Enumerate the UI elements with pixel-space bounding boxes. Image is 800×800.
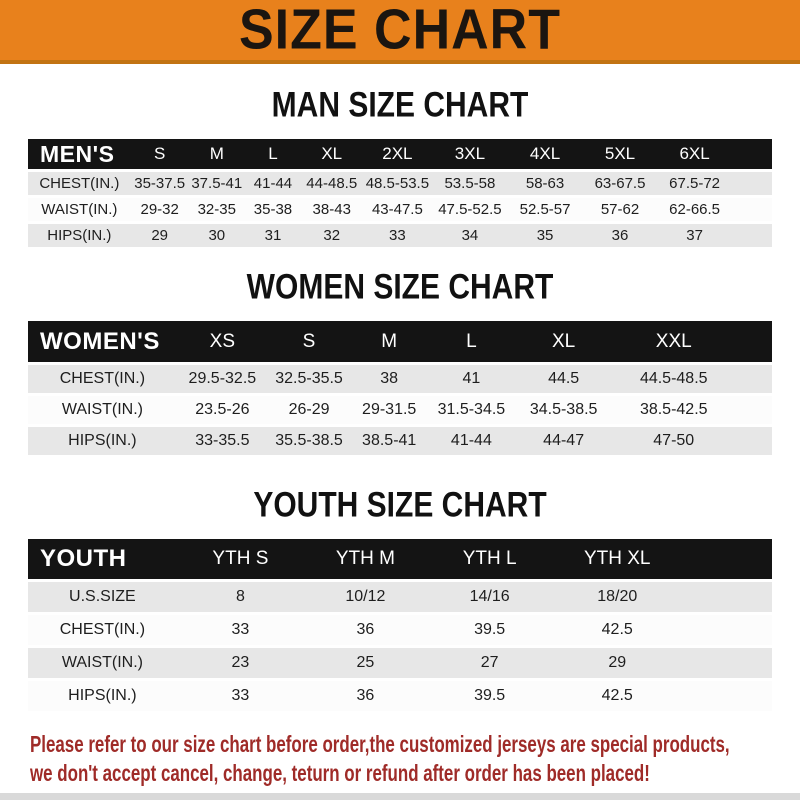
size-value-cell: 31 bbox=[245, 224, 301, 247]
disclaimer bbox=[30, 730, 800, 788]
size-value-cell: 67.5-72 bbox=[657, 172, 731, 195]
table-header-row bbox=[28, 321, 772, 362]
spacer-cell bbox=[735, 396, 772, 424]
spacer-cell bbox=[735, 427, 772, 455]
row-label-cell: HIPS(IN.) bbox=[28, 427, 177, 455]
row-label-cell: U.S.SIZE bbox=[28, 582, 177, 612]
size-value-cell: 37 bbox=[657, 224, 731, 247]
row-label-cell: WAIST(IN.) bbox=[28, 396, 177, 424]
size-value-cell: 32 bbox=[301, 224, 362, 247]
measurement-row bbox=[28, 396, 772, 424]
size-value-cell: 53.5-58 bbox=[432, 172, 507, 195]
size-value-cell: 44-48.5 bbox=[301, 172, 362, 195]
size-value-cell: 32.5-35.5 bbox=[268, 365, 350, 393]
size-column-header: XS bbox=[177, 321, 268, 362]
measurement-row bbox=[28, 582, 772, 612]
page-title: SIZE CHART bbox=[239, 0, 561, 62]
size-value-cell: 25 bbox=[304, 648, 427, 678]
size-value-cell: 42.5 bbox=[553, 681, 682, 711]
row-label-cell: CHEST(IN.) bbox=[28, 365, 177, 393]
spacer-cell bbox=[732, 172, 772, 195]
size-value-cell: 8 bbox=[177, 582, 304, 612]
size-value-cell: 47-50 bbox=[613, 427, 735, 455]
size-column-header: XL bbox=[515, 321, 613, 362]
size-column-header: XL bbox=[301, 139, 362, 169]
size-value-cell: 39.5 bbox=[427, 615, 553, 645]
size-value-cell: 44-47 bbox=[515, 427, 613, 455]
size-value-cell: 57-62 bbox=[583, 198, 658, 221]
youth-size-table bbox=[28, 536, 772, 714]
size-value-cell: 42.5 bbox=[553, 615, 682, 645]
size-column-header: 6XL bbox=[657, 139, 731, 169]
men-section-heading: MAN SIZE CHART bbox=[271, 85, 529, 125]
bottom-edge-strip bbox=[0, 793, 800, 800]
size-value-cell: 39.5 bbox=[427, 681, 553, 711]
size-value-cell: 26-29 bbox=[268, 396, 350, 424]
size-value-cell: 33 bbox=[362, 224, 432, 247]
size-value-cell: 35 bbox=[507, 224, 582, 247]
size-value-cell: 31.5-34.5 bbox=[428, 396, 514, 424]
row-label-cell: HIPS(IN.) bbox=[28, 681, 177, 711]
spacer-cell bbox=[682, 539, 772, 579]
size-value-cell: 38.5-41 bbox=[350, 427, 428, 455]
size-value-cell: 41-44 bbox=[245, 172, 301, 195]
size-value-cell: 29 bbox=[131, 224, 189, 247]
size-value-cell: 38-43 bbox=[301, 198, 362, 221]
size-value-cell: 38.5-42.5 bbox=[613, 396, 735, 424]
size-value-cell: 34.5-38.5 bbox=[515, 396, 613, 424]
size-value-cell: 44.5 bbox=[515, 365, 613, 393]
table-title-cell: MEN'S bbox=[28, 139, 131, 169]
women-size-table bbox=[28, 318, 772, 458]
size-value-cell: 33-35.5 bbox=[177, 427, 268, 455]
size-column-header: L bbox=[428, 321, 514, 362]
measurement-row bbox=[28, 172, 772, 195]
section-men bbox=[0, 85, 800, 250]
size-value-cell: 33 bbox=[177, 681, 304, 711]
measurement-row bbox=[28, 365, 772, 393]
spacer-cell bbox=[682, 615, 772, 645]
size-value-cell: 23 bbox=[177, 648, 304, 678]
size-column-header: M bbox=[350, 321, 428, 362]
spacer-cell bbox=[682, 648, 772, 678]
spacer-cell bbox=[732, 198, 772, 221]
disclaimer-line-2: we don't accept cancel, change, teturn or refund after order has been placed! bbox=[30, 760, 650, 786]
table-title-cell: WOMEN'S bbox=[28, 321, 177, 362]
banner bbox=[0, 0, 800, 64]
size-column-header: S bbox=[131, 139, 189, 169]
size-column-header: YTH XL bbox=[553, 539, 682, 579]
size-value-cell: 38 bbox=[350, 365, 428, 393]
size-column-header: 4XL bbox=[507, 139, 582, 169]
row-label-cell: CHEST(IN.) bbox=[28, 615, 177, 645]
size-value-cell: 37.5-41 bbox=[189, 172, 245, 195]
size-column-header: YTH S bbox=[177, 539, 304, 579]
table-header-row bbox=[28, 539, 772, 579]
size-value-cell: 35.5-38.5 bbox=[268, 427, 350, 455]
size-value-cell: 47.5-52.5 bbox=[432, 198, 507, 221]
size-column-header: 3XL bbox=[432, 139, 507, 169]
measurement-row bbox=[28, 615, 772, 645]
size-value-cell: 33 bbox=[177, 615, 304, 645]
size-value-cell: 18/20 bbox=[553, 582, 682, 612]
measurement-row bbox=[28, 427, 772, 455]
table-title-cell: YOUTH bbox=[28, 539, 177, 579]
spacer-cell bbox=[682, 681, 772, 711]
size-column-header: YTH L bbox=[427, 539, 553, 579]
row-label-cell: WAIST(IN.) bbox=[28, 648, 177, 678]
size-value-cell: 30 bbox=[189, 224, 245, 247]
size-value-cell: 27 bbox=[427, 648, 553, 678]
size-column-header: M bbox=[189, 139, 245, 169]
size-value-cell: 23.5-26 bbox=[177, 396, 268, 424]
size-value-cell: 29.5-32.5 bbox=[177, 365, 268, 393]
size-value-cell: 41-44 bbox=[428, 427, 514, 455]
size-value-cell: 36 bbox=[583, 224, 658, 247]
spacer-cell bbox=[732, 224, 772, 247]
size-value-cell: 52.5-57 bbox=[507, 198, 582, 221]
women-section-heading: WOMEN SIZE CHART bbox=[246, 267, 554, 307]
spacer-cell bbox=[682, 582, 772, 612]
size-value-cell: 43-47.5 bbox=[362, 198, 432, 221]
measurement-row bbox=[28, 648, 772, 678]
size-column-header: XXL bbox=[613, 321, 735, 362]
size-value-cell: 35-38 bbox=[245, 198, 301, 221]
youth-section-heading: YOUTH SIZE CHART bbox=[253, 485, 547, 525]
size-value-cell: 29-32 bbox=[131, 198, 189, 221]
size-value-cell: 10/12 bbox=[304, 582, 427, 612]
men-size-table bbox=[28, 136, 772, 250]
row-label-cell: HIPS(IN.) bbox=[28, 224, 131, 247]
size-column-header: S bbox=[268, 321, 350, 362]
measurement-row bbox=[28, 224, 772, 247]
size-value-cell: 62-66.5 bbox=[657, 198, 731, 221]
measurement-row bbox=[28, 198, 772, 221]
size-value-cell: 29-31.5 bbox=[350, 396, 428, 424]
size-value-cell: 29 bbox=[553, 648, 682, 678]
size-value-cell: 36 bbox=[304, 681, 427, 711]
size-column-header: 2XL bbox=[362, 139, 432, 169]
size-value-cell: 14/16 bbox=[427, 582, 553, 612]
size-value-cell: 41 bbox=[428, 365, 514, 393]
row-label-cell: WAIST(IN.) bbox=[28, 198, 131, 221]
size-value-cell: 32-35 bbox=[189, 198, 245, 221]
spacer-cell bbox=[735, 365, 772, 393]
row-label-cell: CHEST(IN.) bbox=[28, 172, 131, 195]
measurement-row bbox=[28, 681, 772, 711]
size-column-header: YTH M bbox=[304, 539, 427, 579]
section-women bbox=[0, 267, 800, 458]
size-column-header: 5XL bbox=[583, 139, 658, 169]
size-value-cell: 58-63 bbox=[507, 172, 582, 195]
size-value-cell: 36 bbox=[304, 615, 427, 645]
disclaimer-line-1: Please refer to our size chart before order,the customized jerseys are special products, bbox=[30, 731, 730, 757]
size-value-cell: 35-37.5 bbox=[131, 172, 189, 195]
size-column-header: L bbox=[245, 139, 301, 169]
size-value-cell: 34 bbox=[432, 224, 507, 247]
section-youth bbox=[0, 485, 800, 714]
spacer-cell bbox=[732, 139, 772, 169]
size-value-cell: 63-67.5 bbox=[583, 172, 658, 195]
spacer-cell bbox=[735, 321, 772, 362]
table-header-row bbox=[28, 139, 772, 169]
size-value-cell: 44.5-48.5 bbox=[613, 365, 735, 393]
size-value-cell: 48.5-53.5 bbox=[362, 172, 432, 195]
